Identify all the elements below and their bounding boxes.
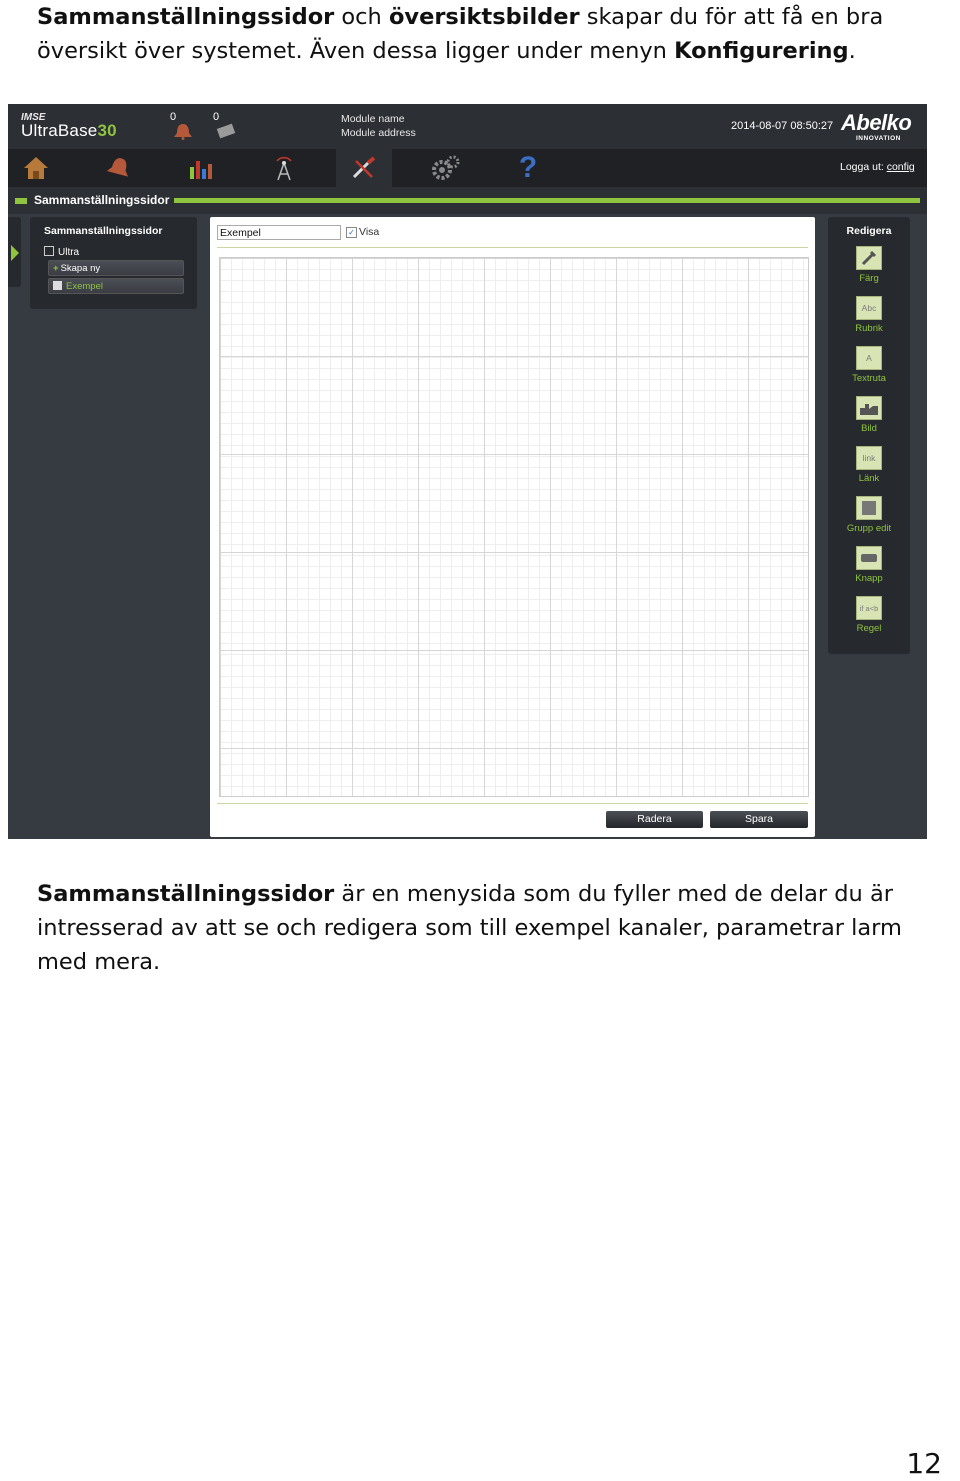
nav-home[interactable] xyxy=(8,149,64,187)
page-tree xyxy=(30,217,197,309)
nav-help[interactable] xyxy=(500,149,556,187)
page-number: 12 xyxy=(906,1447,942,1480)
message-icon[interactable] xyxy=(215,122,237,140)
main-nav xyxy=(8,149,927,187)
heading-icon: Abc xyxy=(856,296,882,320)
home-icon xyxy=(22,155,50,181)
image-icon xyxy=(856,396,882,420)
tool-textbox[interactable]: A Textruta xyxy=(828,346,910,384)
intro-term-2: översiktsbilder xyxy=(388,4,580,30)
tool-group-edit[interactable]: Grupp edit xyxy=(828,496,910,534)
tool-link[interactable]: link Länk xyxy=(828,446,910,484)
nav-charts[interactable] xyxy=(173,149,229,187)
checkbox-icon: ✓ xyxy=(346,227,357,238)
tree-item-example[interactable]: Exempel xyxy=(48,278,184,294)
abelko-logo: Abelko xyxy=(841,110,912,135)
tool-rule[interactable]: if a<b Regel xyxy=(828,596,910,634)
datetime: 2014-08-07 08:50:27 xyxy=(731,120,834,132)
tool-heading[interactable]: Abc Rubrik xyxy=(828,296,910,334)
add-page-icon: + xyxy=(53,263,59,274)
logout-link[interactable]: Logga ut: config xyxy=(840,161,915,173)
message-count: 0 xyxy=(213,111,220,123)
tree-root-ultra[interactable]: Ultra xyxy=(44,246,79,258)
tree-create-new[interactable]: + Skapa ny xyxy=(48,260,184,276)
intro-term-1: Sammanställningssidor xyxy=(37,4,335,30)
body-term: Sammanställningssidor xyxy=(37,881,335,907)
app-screenshot xyxy=(8,104,927,839)
nav-alarms[interactable] xyxy=(91,149,147,187)
divider-top xyxy=(217,247,808,248)
module-info xyxy=(341,112,416,140)
design-grid[interactable] xyxy=(219,257,809,797)
tool-image[interactable]: Bild xyxy=(828,396,910,434)
alarm-bell-icon xyxy=(105,155,133,181)
alarm-bell-icon[interactable] xyxy=(172,122,194,140)
visa-checkbox[interactable]: ✓ Visa xyxy=(346,226,379,238)
module-address: Module address xyxy=(341,127,416,139)
nav-configuration[interactable] xyxy=(336,149,392,187)
divider-bottom xyxy=(217,803,808,804)
tools-icon xyxy=(350,155,378,181)
tool-button[interactable]: Knapp xyxy=(828,546,910,584)
intro-text-2: skapar du för att få en bra översikt över systemet. Även dessa ligger under menyn xyxy=(37,4,884,64)
brand-small: IMSE xyxy=(21,112,46,123)
help-icon: ? xyxy=(518,151,538,184)
textbox-icon: A xyxy=(856,346,882,370)
section-title: Sammanställningssidor xyxy=(34,193,170,207)
tool-color[interactable]: Färg xyxy=(828,246,910,284)
group-edit-icon xyxy=(856,496,882,520)
color-picker-icon xyxy=(856,246,882,270)
body-text: är en menysida som du fyller med de delar du är intresserad av att se och redigera som till exempel kanaler, parametrar larm med mera. xyxy=(37,881,902,975)
folder-icon xyxy=(44,246,54,256)
rule-icon: if a<b xyxy=(856,596,882,620)
edit-toolbox xyxy=(828,217,910,654)
toolbox-heading: Redigera xyxy=(846,225,892,237)
top-bar xyxy=(8,104,927,149)
intro-text-end: . xyxy=(848,38,856,64)
intro-paragraph xyxy=(37,0,942,68)
collapse-tab[interactable] xyxy=(8,217,21,287)
abelko-logo-sub: INNOVATION xyxy=(856,135,901,142)
tree-heading: Sammanställningssidor xyxy=(44,225,163,237)
section-marker xyxy=(15,198,27,204)
intro-text-1: och xyxy=(334,4,389,30)
delete-button[interactable]: Radera xyxy=(606,811,703,828)
intro-term-3: Konfigurering xyxy=(674,38,849,64)
page-icon xyxy=(53,281,62,290)
button-icon xyxy=(856,546,882,570)
save-button[interactable]: Spara xyxy=(710,811,808,828)
nav-settings[interactable] xyxy=(418,149,474,187)
nav-network[interactable] xyxy=(256,149,312,187)
alarm-count: 0 xyxy=(170,111,177,123)
link-icon: link xyxy=(856,446,882,470)
gears-icon xyxy=(431,154,461,182)
brand-name: UltraBase30 xyxy=(21,121,117,140)
section-header xyxy=(8,187,927,214)
expand-arrow-icon xyxy=(11,245,19,261)
body-paragraph xyxy=(37,877,942,979)
bar-chart-icon xyxy=(187,155,215,181)
section-line xyxy=(174,198,920,203)
page-editor xyxy=(210,217,815,837)
module-name: Module name xyxy=(341,113,405,125)
page-name-input[interactable]: Exempel xyxy=(217,225,341,240)
antenna-icon xyxy=(270,155,298,181)
